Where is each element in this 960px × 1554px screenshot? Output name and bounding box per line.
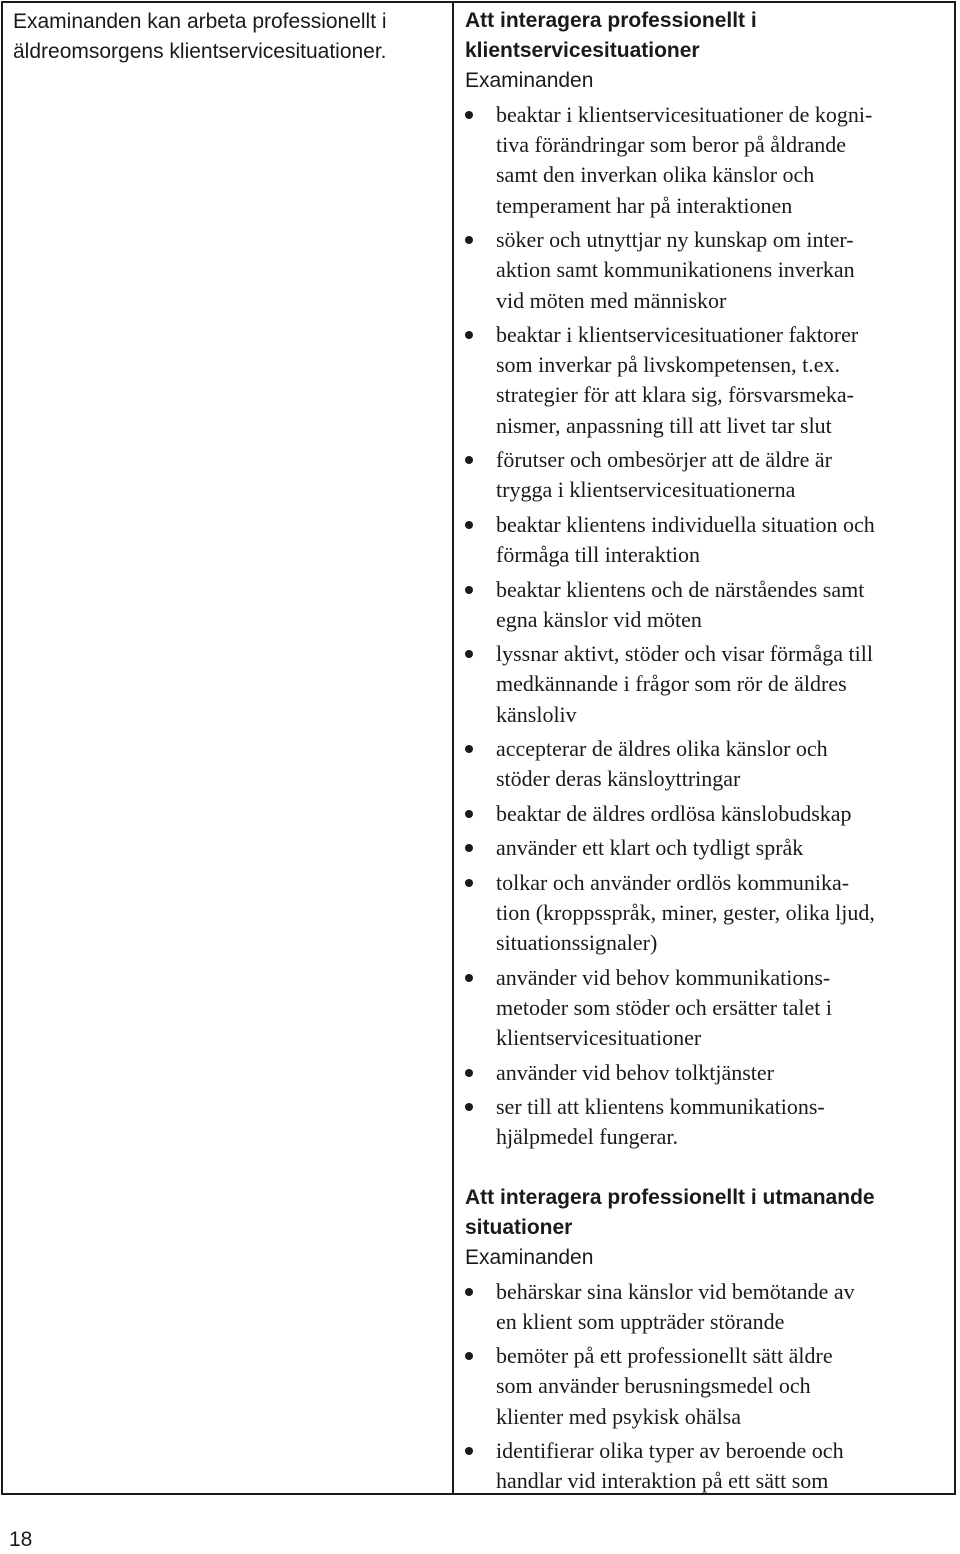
list-item-line: strategier för att klara sig, försvarsmeka- bbox=[496, 382, 854, 408]
list-item-line: nismer, anpassning till att livet tar slut bbox=[496, 412, 832, 438]
list-item-line: ser till att klientens kommunikations- bbox=[496, 1094, 825, 1120]
sections-container bbox=[465, 6, 944, 1497]
list-item-line: beaktar klientens och de närståendes samt bbox=[496, 576, 865, 602]
list-item-line: bemöter på ett professionellt sätt äldre bbox=[496, 1343, 833, 1369]
list-item bbox=[465, 575, 944, 635]
bullet-list bbox=[465, 1277, 944, 1497]
list-item bbox=[465, 100, 944, 221]
section-2 bbox=[465, 1183, 944, 1497]
list-item bbox=[465, 445, 944, 505]
list-item-line: beaktar i klientservicesituationer de kogni- bbox=[496, 102, 873, 127]
bullet-icon bbox=[465, 1069, 473, 1077]
list-item-line: medkännande i frågor som rör de äldres bbox=[496, 671, 847, 697]
list-item bbox=[465, 225, 944, 316]
list-item-line: använder vid behov kommunikations- bbox=[496, 964, 831, 990]
list-item-line: handlar vid interaktion på ett sätt som bbox=[496, 1468, 829, 1494]
list-item bbox=[465, 833, 944, 863]
list-item-line: behärskar sina känslor vid bemötande av bbox=[496, 1278, 855, 1304]
list-item bbox=[465, 963, 944, 1054]
list-item-line: temperament har på interaktionen bbox=[496, 192, 793, 218]
bullet-icon bbox=[465, 586, 473, 594]
criteria-table bbox=[1, 1, 956, 1495]
bullet-icon bbox=[465, 111, 473, 119]
list-item-line: stöder deras känsloyttringar bbox=[496, 766, 741, 792]
section-heading-line-2: situationer bbox=[465, 1215, 573, 1239]
list-item-line: tolkar och använder ordlös kommunika- bbox=[496, 869, 850, 895]
bullet-icon bbox=[465, 650, 473, 658]
list-item-line: beaktar klientens individuella situation och bbox=[496, 511, 875, 537]
list-item-line: trygga i klientservicesituationerna bbox=[496, 477, 796, 503]
bullet-list bbox=[465, 100, 944, 1153]
list-item-line: förmåga till interaktion bbox=[496, 542, 701, 568]
list-item-line: aktion samt kommunikationens inverkan bbox=[496, 257, 855, 283]
list-item-line: tion (kroppsspråk, miner, gester, olika ljud, bbox=[496, 900, 875, 926]
list-item bbox=[465, 1436, 944, 1496]
list-item-line: hjälpmedel fungerar. bbox=[496, 1124, 679, 1150]
list-item-line: identifierar olika typer av beroende och bbox=[496, 1438, 844, 1464]
list-item bbox=[465, 1092, 944, 1152]
list-item bbox=[465, 799, 944, 829]
list-item-line: använder vid behov tolktjänster bbox=[496, 1059, 774, 1085]
list-item-line: klienter med psykisk ohälsa bbox=[496, 1403, 742, 1429]
list-item-line: förutser och ombesörjer att de äldre är bbox=[496, 447, 832, 473]
list-item-line: en klient som uppträder störande bbox=[496, 1308, 785, 1334]
bullet-icon bbox=[465, 331, 473, 339]
list-item-line: egna känslor vid möten bbox=[496, 606, 702, 632]
list-item-line: lyssnar aktivt, stöder och visar förmåga till bbox=[496, 641, 873, 667]
list-item bbox=[465, 1058, 944, 1088]
bullet-icon bbox=[465, 810, 473, 818]
list-item-line: som inverkar på livskompetensen, t.ex. bbox=[496, 352, 840, 378]
page-number: 18 bbox=[9, 1528, 33, 1551]
bullet-icon bbox=[465, 879, 473, 887]
section-heading-line-2: klientservicesituationer bbox=[465, 39, 700, 62]
bullet-icon bbox=[465, 236, 473, 244]
list-item-line: känsloliv bbox=[496, 701, 577, 727]
list-item-line: använder ett klart och tydligt språk bbox=[496, 835, 804, 861]
left-column-text-line-2: äldreomsorgens klientservicesituationer. bbox=[13, 40, 387, 63]
list-item-line: beaktar i klientservicesituationer faktorer bbox=[496, 322, 859, 348]
section-subheading: Examinanden bbox=[465, 1245, 594, 1269]
list-item bbox=[465, 868, 944, 959]
list-item-line: metoder som stöder och ersätter talet i bbox=[496, 994, 832, 1020]
bullet-icon bbox=[465, 521, 473, 529]
list-item-line: söker och utnyttjar ny kunskap om inter- bbox=[496, 227, 854, 253]
right-column bbox=[454, 3, 954, 1493]
list-item-line: vid möten med människor bbox=[496, 287, 727, 313]
list-item bbox=[465, 1277, 944, 1337]
bullet-icon bbox=[465, 1288, 473, 1296]
bullet-icon bbox=[465, 844, 473, 852]
list-item-line: som använder berusningsmedel och bbox=[496, 1373, 811, 1399]
list-item-line: situationssignaler) bbox=[496, 930, 658, 956]
list-item bbox=[465, 1341, 944, 1432]
list-item-line: beaktar de äldres ordlösa känslobudskap bbox=[496, 800, 852, 826]
list-item-line: samt den inverkan olika känslor och bbox=[496, 162, 815, 188]
section-heading-line-1: Att interagera professionellt i bbox=[465, 9, 757, 32]
list-item bbox=[465, 639, 944, 730]
section-heading-line-1: Att interagera professionellt i utmanande bbox=[465, 1185, 875, 1209]
bullet-icon bbox=[465, 1352, 473, 1360]
list-item bbox=[465, 734, 944, 794]
section-1 bbox=[465, 6, 944, 1153]
bullet-icon bbox=[465, 974, 473, 982]
bullet-icon bbox=[465, 1103, 473, 1111]
list-item-line: klientservicesituationer bbox=[496, 1025, 702, 1051]
list-item bbox=[465, 510, 944, 570]
list-item-line: accepterar de äldres olika känslor och bbox=[496, 736, 828, 762]
section-subheading: Examinanden bbox=[465, 69, 594, 92]
list-item-line: tiva förändringar som beror på åldrande bbox=[496, 132, 847, 158]
bullet-icon bbox=[465, 745, 473, 753]
left-column-text-line-1: Examinanden kan arbeta professionellt i bbox=[13, 10, 387, 33]
bullet-icon bbox=[465, 456, 473, 464]
left-column bbox=[3, 3, 454, 1493]
list-item bbox=[465, 320, 944, 441]
bullet-icon bbox=[465, 1447, 473, 1455]
